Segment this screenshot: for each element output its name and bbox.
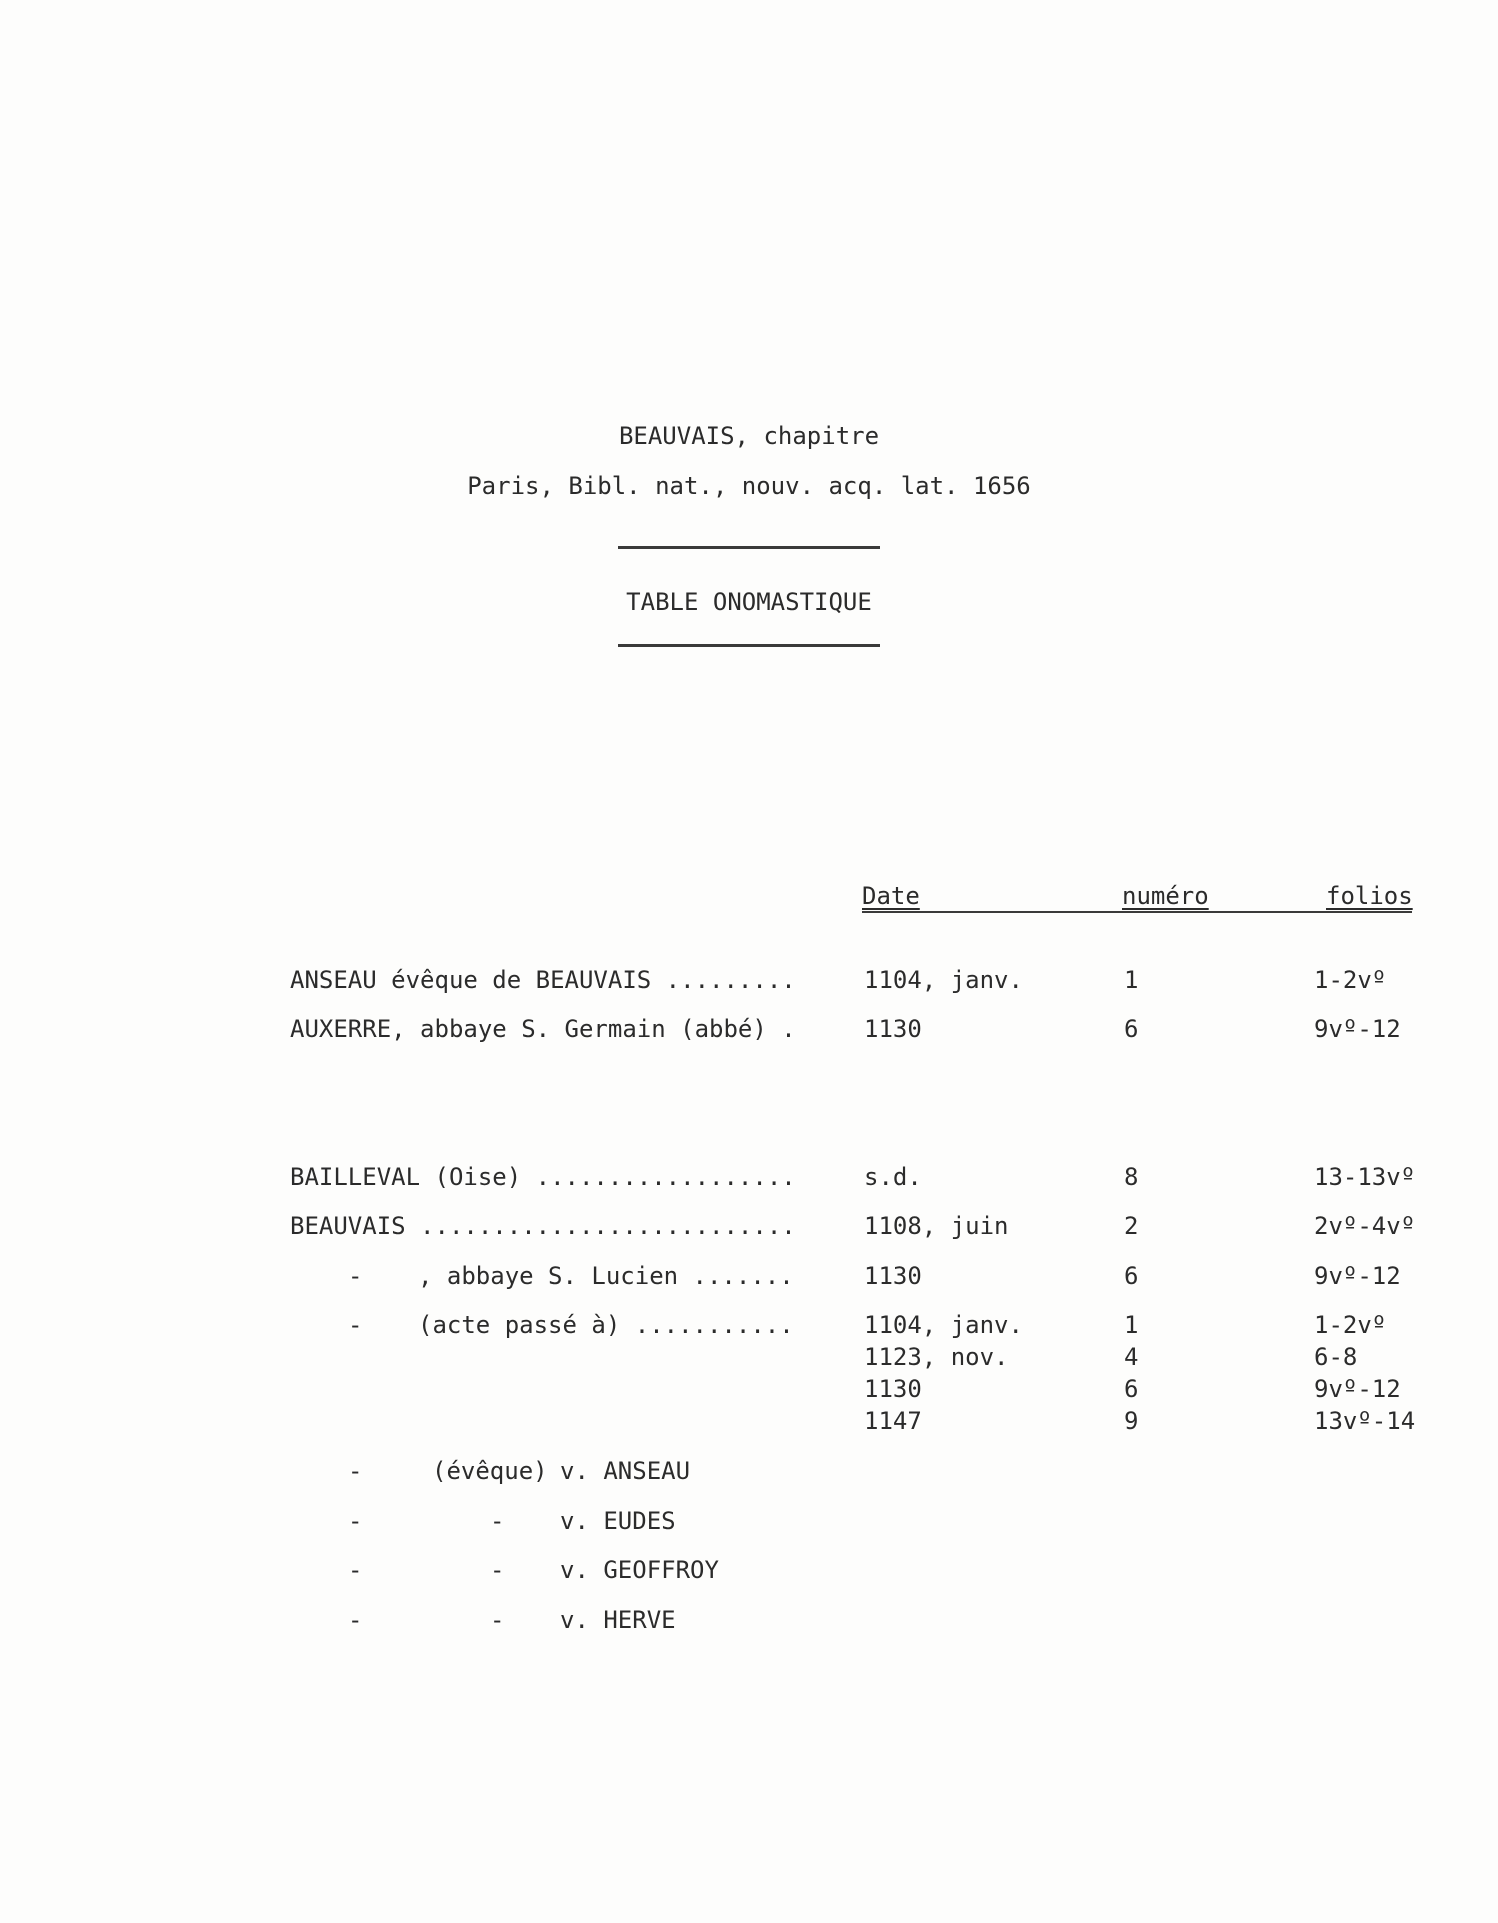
entry-date: 1108, juin [864,1212,1009,1240]
entry-numero: 2 [1124,1212,1139,1240]
crossref-dash: - [348,1606,363,1634]
entry-date: 1130 [864,1015,922,1043]
entry-label: (acte passé à) ........... [418,1311,794,1339]
entry-label: BAILLEVAL (Oise) .................. [290,1163,796,1191]
entry-date: 1130 [864,1375,922,1403]
entry-numero: 1 [1124,966,1139,994]
crossref-target: v. HERVE [560,1606,676,1634]
rule-bottom [618,644,880,647]
entry-numero: 1 [1124,1311,1139,1339]
entry-folios: 13vº-14 [1314,1407,1416,1435]
entry-date: 1147 [864,1407,922,1435]
document-title: BEAUVAIS, chapitre [618,422,880,450]
entry-numero: 4 [1124,1343,1139,1371]
entry-label: BEAUVAIS .......................... [290,1212,796,1240]
entry-numero: 6 [1124,1262,1139,1290]
crossref-qualifier: (évêque) [432,1457,548,1485]
section-title: TABLE ONOMASTIQUE [626,588,872,616]
entry-label: AUXERRE, abbaye S. Germain (abbé) . [290,1015,796,1043]
entry-folios: 1-2vº [1314,1311,1387,1339]
crossref-dash: - [348,1556,363,1584]
crossref-dash: - [348,1507,363,1535]
column-header-folios: folios [1326,882,1413,910]
crossref-target: v. GEOFFROY [560,1556,719,1584]
crossref-dash: - [348,1457,363,1485]
crossref-dash: - [490,1606,505,1634]
column-header-rule [862,911,1412,913]
entry-numero: 6 [1124,1375,1139,1403]
entry-folios: 1-2vº [1314,966,1387,994]
entry-dash: - [348,1262,363,1290]
entry-folios: 2vº-4vº [1314,1212,1416,1240]
entry-label: ANSEAU évêque de BEAUVAIS ......... [290,966,796,994]
entry-date: 1130 [864,1262,922,1290]
crossref-dash: - [490,1507,505,1535]
column-header-date: Date [862,882,920,910]
crossref-dash: - [490,1556,505,1584]
document-subtitle: Paris, Bibl. nat., nouv. acq. lat. 1656 [467,472,1031,500]
entry-numero: 8 [1124,1163,1139,1191]
entry-date: 1104, janv. [864,966,1023,994]
rule-top [618,546,880,549]
entry-folios: 9vº-12 [1314,1375,1401,1403]
entry-label: , abbaye S. Lucien ....... [418,1262,794,1290]
crossref-target: v. ANSEAU [560,1457,691,1485]
entry-date: 1104, janv. [864,1311,1023,1339]
entry-numero: 9 [1124,1407,1139,1435]
entry-date: s.d. [864,1163,922,1191]
entry-folios: 9vº-12 [1314,1015,1401,1043]
column-header-numero: numéro [1122,882,1209,910]
entry-folios: 9vº-12 [1314,1262,1401,1290]
entry-date: 1123, nov. [864,1343,1009,1371]
entry-folios: 6-8 [1314,1343,1358,1371]
entry-dash: - [348,1311,363,1339]
entry-numero: 6 [1124,1015,1139,1043]
crossref-target: v. EUDES [560,1507,676,1535]
entry-folios: 13-13vº [1314,1163,1416,1191]
